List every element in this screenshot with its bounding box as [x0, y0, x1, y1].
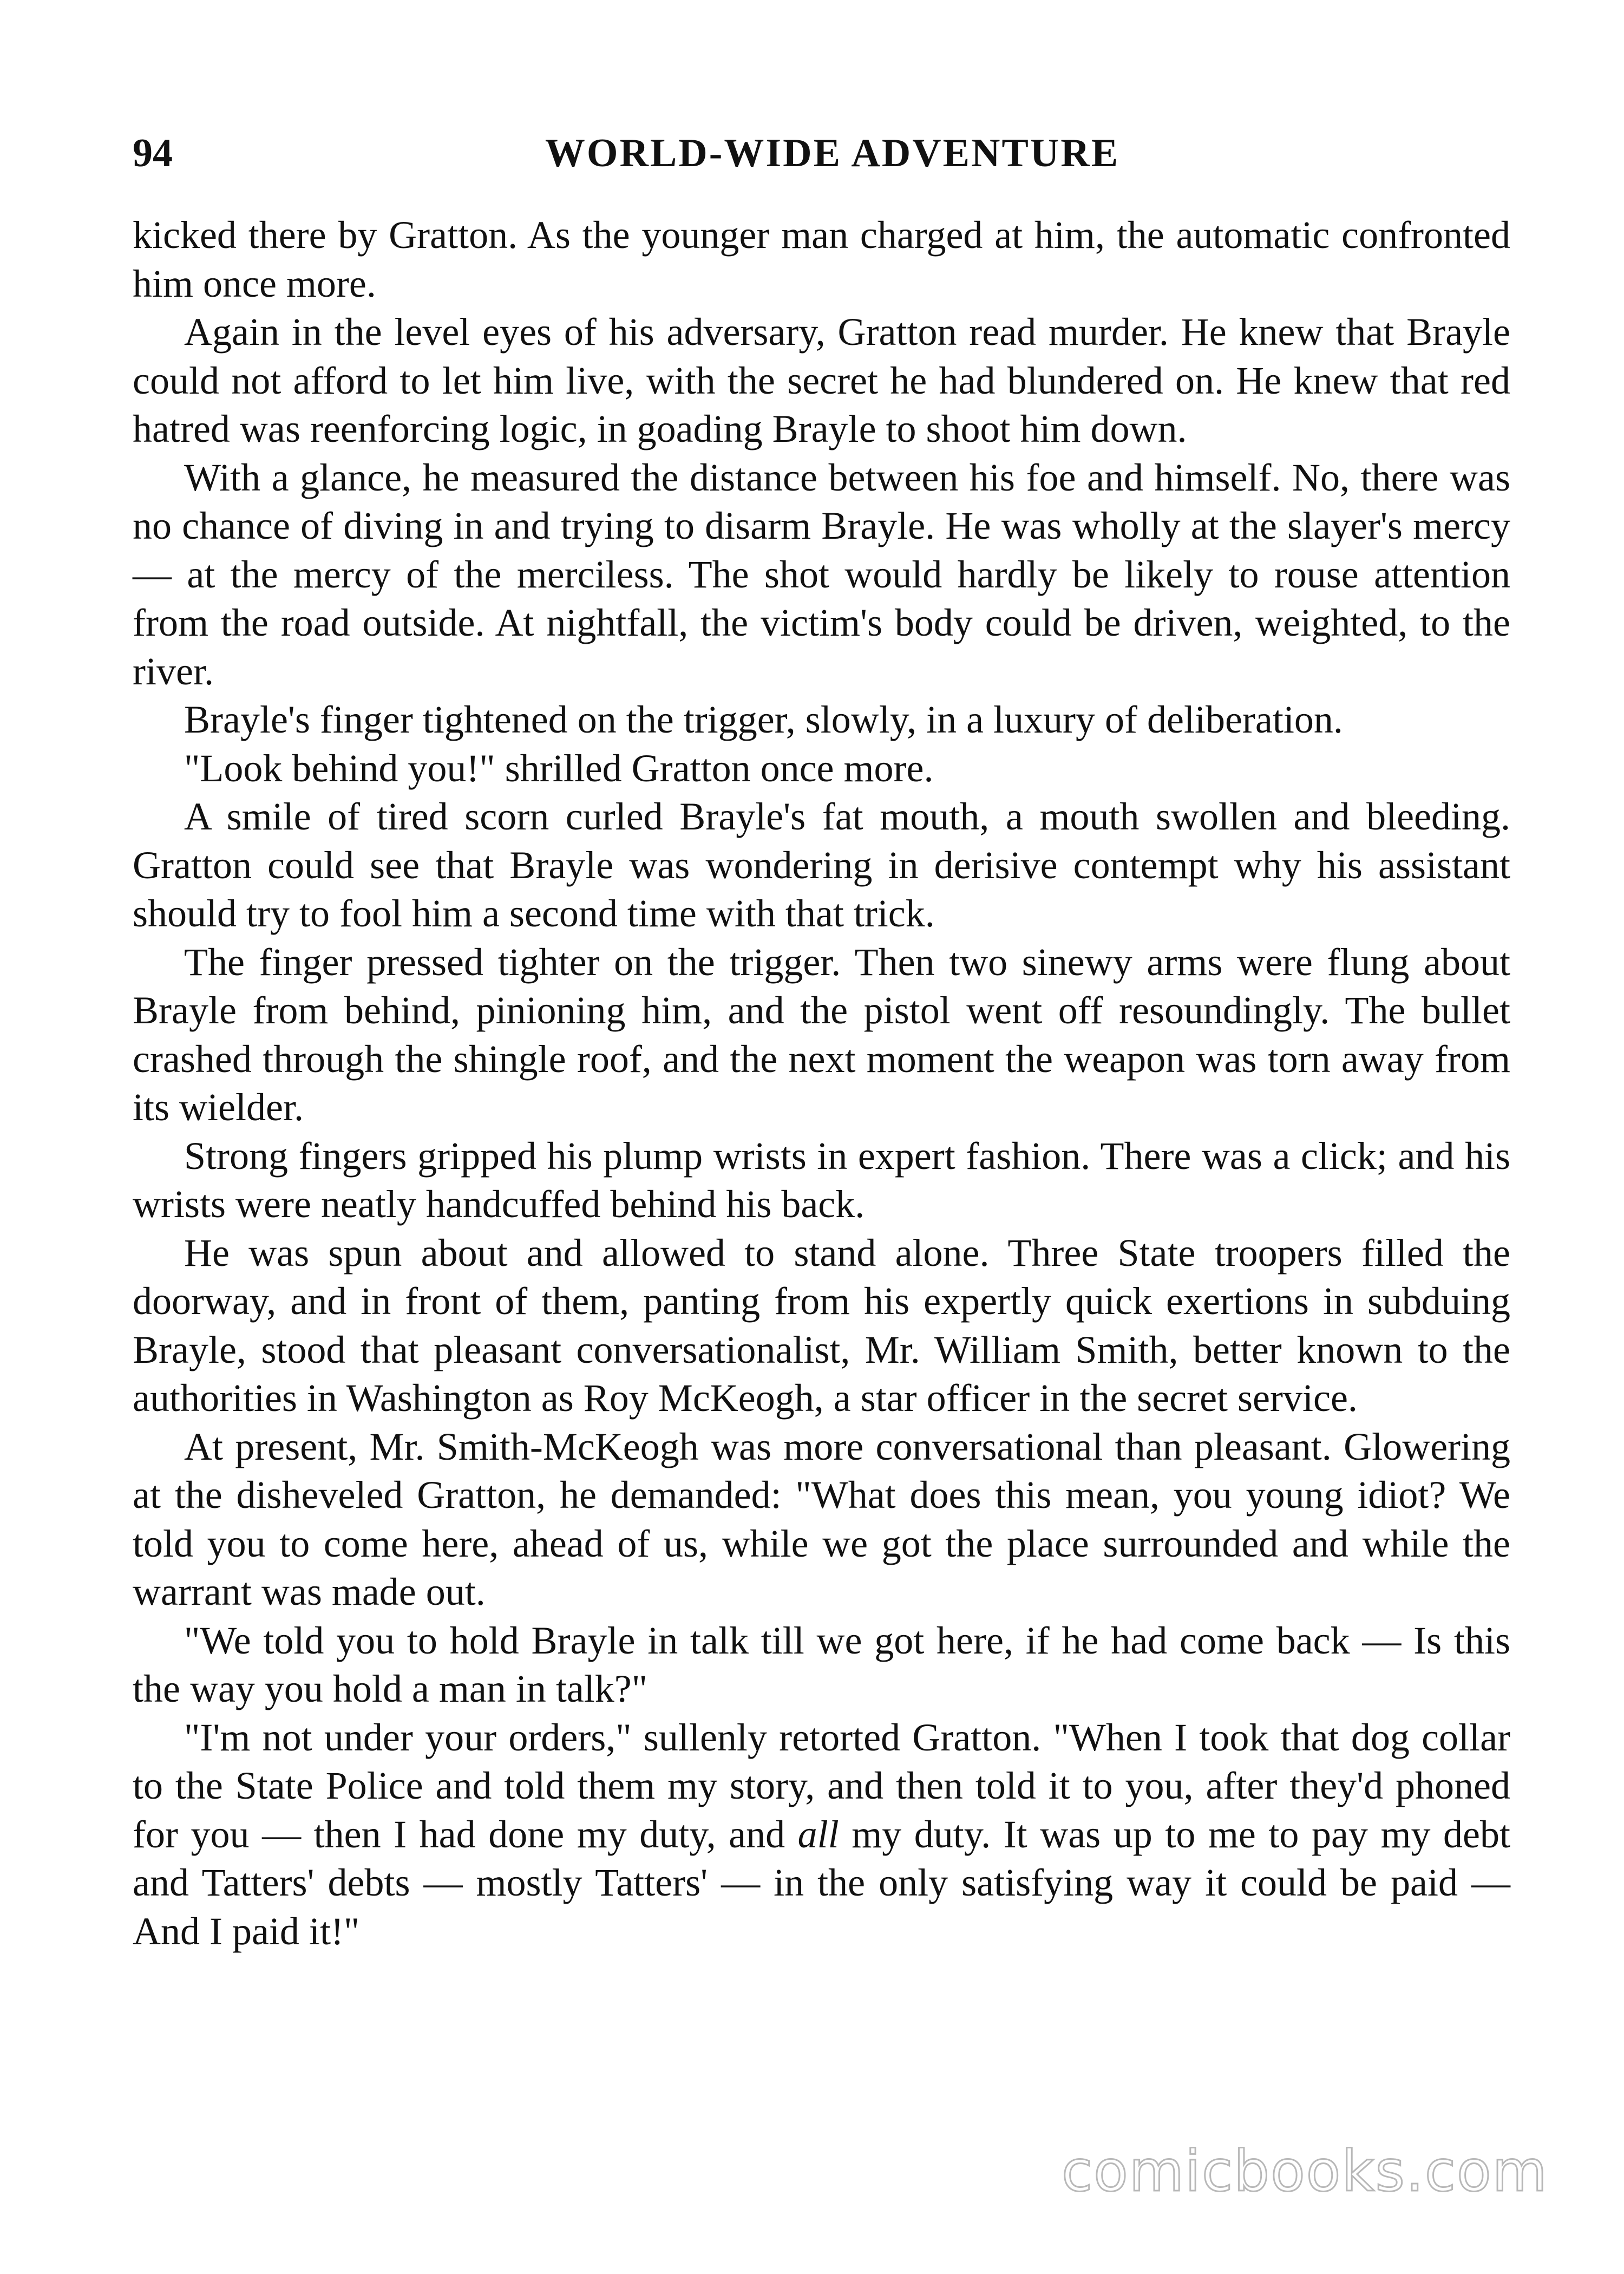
paragraph: kicked there by Gratton. As the younger man charged at him, the automatic confronted him once more.	[133, 213, 1510, 305]
paragraph-text-tail: my duty. It was up to me to pay my debt and Tatters' debts — mostly Tatters' — in the only satisfying way it could be paid — And I paid it!"	[133, 1812, 1510, 1953]
paragraph: With a glance, he measured the distance between his foe and himself. No, there was no chance of diving in and trying to disarm Brayle. He was wholly at the slayer's mercy — at the mercy of the merciless. The shot would hardly be likely to rouse attention from the road outside. At nightfall, the victim's body could be driven, weighted, to the river.	[133, 455, 1510, 693]
paragraph: He was spun about and allowed to stand alone. Three State troopers filled the doorway, and in front of them, panting from his expertly quick exertions in subduing Brayle, stood that pleasant conversationalist, Mr. William Smith, better known to the authorities in Washington as Roy McKeogh, a star officer in the secret service.	[133, 1231, 1510, 1420]
page-number: 94	[133, 131, 173, 175]
watermark: comicbooks.com	[1061, 2138, 1548, 2204]
paragraph: "Look behind you!" shrilled Gratton once more.	[184, 746, 934, 790]
paragraph: Brayle's finger tightened on the trigger, slowly, in a luxury of deliberation.	[184, 698, 1343, 741]
paragraph: Strong fingers gripped his plump wrists in expert fashion. There was a click; and his wrists were neatly handcuffed behind his back.	[133, 1134, 1510, 1226]
body-text	[133, 211, 1510, 1956]
paragraph: A smile of tired scorn curled Brayle's fat mouth, a mouth swollen and bleeding. Gratton could see that Brayle was wondering in derisive contempt why his assistant should try to fool him a second time with that trick.	[133, 795, 1510, 935]
paragraph: At present, Mr. Smith-McKeogh was more conversational than pleasant. Glowering at the disheveled Gratton, he demanded: "What does this mean, you young idiot? We told you to come here, ahead of us, while we got the place surrounded and while the warrant was made out.	[133, 1424, 1510, 1613]
paragraph: "We told you to hold Brayle in talk till we got here, if he had come back — Is this the way you hold a man in talk?"	[133, 1618, 1510, 1710]
paragraph: Again in the level eyes of his adversary, Gratton read murder. He knew that Brayle could not afford to let him live, with the secret he had blundered on. He knew that red hatred was reenforcing logic, in goading Brayle to shoot him down.	[133, 310, 1510, 450]
paragraph-text: "I'm not under your orders," sullenly retorted Gratton. "When I took that dog collar to the State Police and told them my story, and then told it to you, after they'd phoned for you — then I had done my duty, and	[133, 1715, 1510, 1856]
emphasis-text: all	[797, 1812, 839, 1856]
paragraph: The finger pressed tighter on the trigger. Then two sinewy arms were flung about Brayle from behind, pinioning him, and the pistol went off resoundingly. The bullet crashed through the shingle roof, and the next moment the weapon was torn away from its wielder.	[133, 940, 1510, 1129]
page-header	[133, 123, 1510, 183]
running-head: WORLD-WIDE ADVENTURE	[545, 131, 1120, 175]
paragraph	[133, 1714, 1510, 1956]
